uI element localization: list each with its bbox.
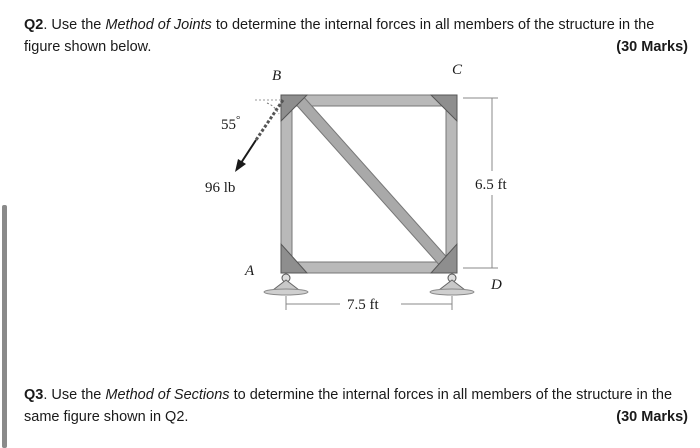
question-3 <box>24 384 688 428</box>
label-d: D <box>491 277 502 293</box>
question-3-marks: (30 Marks) <box>616 409 688 425</box>
support-d-ground <box>430 289 474 295</box>
member-ad <box>281 262 457 273</box>
truss-figure <box>195 58 515 318</box>
question-2-line-2 <box>24 36 688 58</box>
chain-link <box>256 100 283 140</box>
label-b: B <box>272 68 282 84</box>
frame-members <box>281 95 457 273</box>
question-3-number: Q3 <box>24 387 44 403</box>
gusset-c <box>431 95 457 121</box>
label-a: A <box>245 263 255 279</box>
question-3-line-2 <box>24 406 688 428</box>
support-d <box>430 274 474 295</box>
question-2-method: Method of Joints <box>105 17 212 33</box>
question-2-text-a: . Use the <box>43 17 106 33</box>
question-2-number: Q2 <box>24 17 44 33</box>
question-2 <box>24 14 688 58</box>
question-3-line-1 <box>24 384 688 406</box>
force-label: 96 lb <box>205 180 236 196</box>
width-label: 7.5 ft <box>347 297 379 313</box>
question-2-text-c: figure shown below. <box>24 39 152 55</box>
gusset-a <box>281 244 307 273</box>
applied-force <box>235 100 283 172</box>
support-a <box>264 274 308 295</box>
question-2-text-b: to determine the internal forces in all members of the structure in the <box>211 17 655 33</box>
angle-label: 55° <box>221 114 241 133</box>
question-3-text-a: . Use the <box>43 387 106 403</box>
question-3-text-b: to determine the internal forces in all members of the structure in the <box>229 387 673 403</box>
question-2-marks: (30 Marks) <box>616 39 688 55</box>
question-3-text-c: same figure shown in Q2. <box>24 409 189 425</box>
force-arrowhead <box>235 159 246 172</box>
left-margin-bar <box>2 205 7 448</box>
height-label: 6.5 ft <box>475 177 507 193</box>
member-bd <box>292 95 452 268</box>
support-a-ground <box>264 289 308 295</box>
label-c: C <box>452 62 463 78</box>
question-2-line-1 <box>24 14 688 36</box>
question-3-method: Method of Sections <box>105 387 230 403</box>
